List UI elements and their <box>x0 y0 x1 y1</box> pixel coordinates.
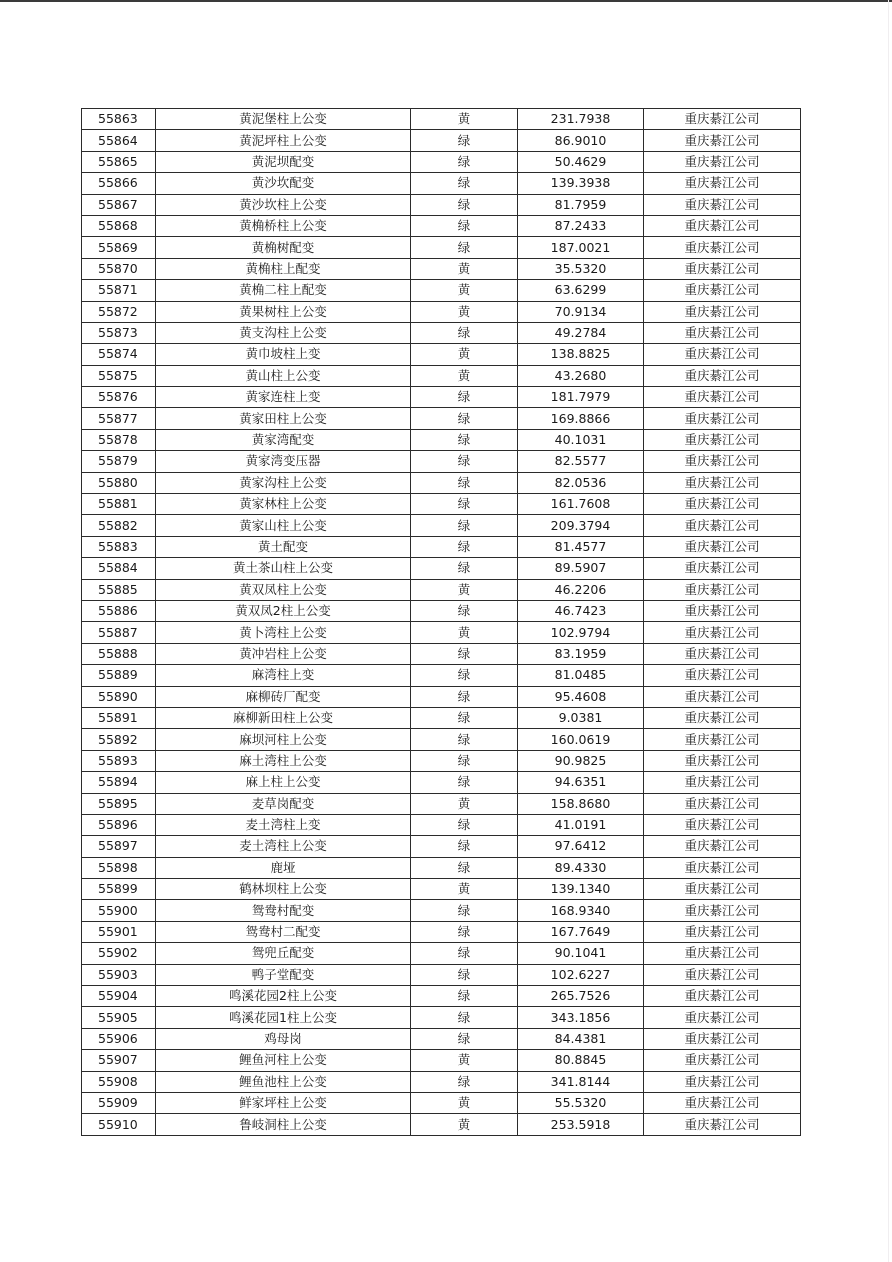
company-cell: 重庆綦江公司 <box>644 814 801 835</box>
transformer-name-cell: 黄山柱上公变 <box>156 365 411 386</box>
table-row <box>82 322 801 343</box>
status-color-cell: 绿 <box>411 515 518 536</box>
table-row <box>82 536 801 557</box>
status-color-cell: 黄 <box>411 879 518 900</box>
row-id-cell: 55910 <box>82 1114 156 1135</box>
status-color-cell: 黄 <box>411 109 518 130</box>
table-row <box>82 387 801 408</box>
status-color-cell: 绿 <box>411 215 518 236</box>
transformer-name-cell: 黄卜湾柱上公变 <box>156 622 411 643</box>
value-cell: 341.8144 <box>518 1071 644 1092</box>
transformer-name-cell: 黄双凤2柱上公变 <box>156 600 411 621</box>
transformer-name-cell: 黄支沟柱上公变 <box>156 322 411 343</box>
company-cell: 重庆綦江公司 <box>644 900 801 921</box>
value-cell: 187.0021 <box>518 237 644 258</box>
transformer-name-cell: 黄桷树配变 <box>156 237 411 258</box>
row-id-cell: 55872 <box>82 301 156 322</box>
table-row <box>82 622 801 643</box>
transformer-name-cell: 黄家山柱上公变 <box>156 515 411 536</box>
status-color-cell: 绿 <box>411 921 518 942</box>
value-cell: 139.3938 <box>518 173 644 194</box>
table-row <box>82 600 801 621</box>
value-cell: 87.2433 <box>518 215 644 236</box>
company-cell: 重庆綦江公司 <box>644 237 801 258</box>
value-cell: 97.6412 <box>518 836 644 857</box>
status-color-cell: 绿 <box>411 472 518 493</box>
table-row <box>82 130 801 151</box>
value-cell: 83.1959 <box>518 643 644 664</box>
transformer-name-cell: 黄土茶山柱上公变 <box>156 558 411 579</box>
row-id-cell: 55897 <box>82 836 156 857</box>
company-cell: 重庆綦江公司 <box>644 707 801 728</box>
company-cell: 重庆綦江公司 <box>644 408 801 429</box>
company-cell: 重庆綦江公司 <box>644 1092 801 1113</box>
transformer-name-cell: 鸣溪花园1柱上公变 <box>156 1007 411 1028</box>
table-row <box>82 215 801 236</box>
value-cell: 82.0536 <box>518 472 644 493</box>
table-row <box>82 258 801 279</box>
value-cell: 81.0485 <box>518 665 644 686</box>
transformer-name-cell: 黄家湾配变 <box>156 429 411 450</box>
value-cell: 82.5577 <box>518 451 644 472</box>
value-cell: 169.8866 <box>518 408 644 429</box>
value-cell: 70.9134 <box>518 301 644 322</box>
row-id-cell: 55903 <box>82 964 156 985</box>
row-id-cell: 55871 <box>82 280 156 301</box>
company-cell: 重庆綦江公司 <box>644 194 801 215</box>
status-color-cell: 黄 <box>411 1114 518 1135</box>
company-cell: 重庆綦江公司 <box>644 151 801 172</box>
table-row <box>82 494 801 515</box>
company-cell: 重庆綦江公司 <box>644 857 801 878</box>
transformer-name-cell: 鸳鸯村配变 <box>156 900 411 921</box>
row-id-cell: 55874 <box>82 344 156 365</box>
value-cell: 102.9794 <box>518 622 644 643</box>
row-id-cell: 55878 <box>82 429 156 450</box>
table-row <box>82 900 801 921</box>
company-cell: 重庆綦江公司 <box>644 943 801 964</box>
value-cell: 86.9010 <box>518 130 644 151</box>
transformer-name-cell: 黄桷桥柱上公变 <box>156 215 411 236</box>
company-cell: 重庆綦江公司 <box>644 1028 801 1049</box>
status-color-cell: 绿 <box>411 194 518 215</box>
status-color-cell: 绿 <box>411 387 518 408</box>
row-id-cell: 55875 <box>82 365 156 386</box>
status-color-cell: 绿 <box>411 665 518 686</box>
row-id-cell: 55894 <box>82 772 156 793</box>
row-id-cell: 55889 <box>82 665 156 686</box>
value-cell: 181.7979 <box>518 387 644 408</box>
value-cell: 138.8825 <box>518 344 644 365</box>
value-cell: 80.8845 <box>518 1050 644 1071</box>
company-cell: 重庆綦江公司 <box>644 986 801 1007</box>
table-row <box>82 301 801 322</box>
row-id-cell: 55890 <box>82 686 156 707</box>
table-row <box>82 1092 801 1113</box>
transformer-name-cell: 鸳鸯村二配变 <box>156 921 411 942</box>
table-row <box>82 344 801 365</box>
row-id-cell: 55876 <box>82 387 156 408</box>
status-color-cell: 绿 <box>411 322 518 343</box>
value-cell: 161.7608 <box>518 494 644 515</box>
row-id-cell: 55904 <box>82 986 156 1007</box>
table-row <box>82 194 801 215</box>
table-row <box>82 686 801 707</box>
value-cell: 343.1856 <box>518 1007 644 1028</box>
company-cell: 重庆綦江公司 <box>644 515 801 536</box>
transformer-name-cell: 鹤林坝柱上公变 <box>156 879 411 900</box>
row-id-cell: 55869 <box>82 237 156 258</box>
transformer-name-cell: 鸣溪花园2柱上公变 <box>156 986 411 1007</box>
status-color-cell: 黄 <box>411 1050 518 1071</box>
transformer-name-cell: 黄泥坝配变 <box>156 151 411 172</box>
status-color-cell: 黄 <box>411 579 518 600</box>
status-color-cell: 绿 <box>411 986 518 1007</box>
status-color-cell: 绿 <box>411 750 518 771</box>
value-cell: 209.3794 <box>518 515 644 536</box>
row-id-cell: 55905 <box>82 1007 156 1028</box>
company-cell: 重庆綦江公司 <box>644 173 801 194</box>
status-color-cell: 绿 <box>411 408 518 429</box>
value-cell: 94.6351 <box>518 772 644 793</box>
status-color-cell: 绿 <box>411 643 518 664</box>
company-cell: 重庆綦江公司 <box>644 322 801 343</box>
company-cell: 重庆綦江公司 <box>644 558 801 579</box>
transformer-name-cell: 黄家林柱上公变 <box>156 494 411 515</box>
company-cell: 重庆綦江公司 <box>644 215 801 236</box>
status-color-cell: 黄 <box>411 365 518 386</box>
table-row <box>82 429 801 450</box>
page-top-border <box>0 0 892 2</box>
table-row <box>82 237 801 258</box>
transformer-name-cell: 鸳兜丘配变 <box>156 943 411 964</box>
value-cell: 139.1340 <box>518 879 644 900</box>
value-cell: 55.5320 <box>518 1092 644 1113</box>
status-color-cell: 绿 <box>411 1007 518 1028</box>
table-row <box>82 793 801 814</box>
table-row <box>82 665 801 686</box>
transformer-name-cell: 黄家沟柱上公变 <box>156 472 411 493</box>
company-cell: 重庆綦江公司 <box>644 280 801 301</box>
status-color-cell: 黄 <box>411 344 518 365</box>
company-cell: 重庆綦江公司 <box>644 109 801 130</box>
status-color-cell: 绿 <box>411 600 518 621</box>
transformer-name-cell: 麻土湾柱上公变 <box>156 750 411 771</box>
value-cell: 95.4608 <box>518 686 644 707</box>
transformer-data-table <box>81 108 801 1136</box>
transformer-name-cell: 鲜家坪柱上公变 <box>156 1092 411 1113</box>
status-color-cell: 黄 <box>411 301 518 322</box>
company-cell: 重庆綦江公司 <box>644 451 801 472</box>
company-cell: 重庆綦江公司 <box>644 600 801 621</box>
transformer-name-cell: 黄泥堡柱上公变 <box>156 109 411 130</box>
transformer-name-cell: 麻坝河柱上公变 <box>156 729 411 750</box>
company-cell: 重庆綦江公司 <box>644 686 801 707</box>
table-row <box>82 109 801 130</box>
table-row <box>82 750 801 771</box>
value-cell: 253.5918 <box>518 1114 644 1135</box>
status-color-cell: 绿 <box>411 772 518 793</box>
table-row <box>82 472 801 493</box>
transformer-name-cell: 黄土配变 <box>156 536 411 557</box>
value-cell: 81.4577 <box>518 536 644 557</box>
transformer-name-cell: 鲁岐洞柱上公变 <box>156 1114 411 1135</box>
company-cell: 重庆綦江公司 <box>644 836 801 857</box>
table-row <box>82 558 801 579</box>
status-color-cell: 绿 <box>411 494 518 515</box>
status-color-cell: 绿 <box>411 1071 518 1092</box>
value-cell: 49.2784 <box>518 322 644 343</box>
row-id-cell: 55866 <box>82 173 156 194</box>
table-row <box>82 943 801 964</box>
transformer-name-cell: 麻柳新田柱上公变 <box>156 707 411 728</box>
company-cell: 重庆綦江公司 <box>644 130 801 151</box>
company-cell: 重庆綦江公司 <box>644 921 801 942</box>
transformer-name-cell: 鸡母岗 <box>156 1028 411 1049</box>
row-id-cell: 55896 <box>82 814 156 835</box>
transformer-name-cell: 鸭子堂配变 <box>156 964 411 985</box>
company-cell: 重庆綦江公司 <box>644 1114 801 1135</box>
row-id-cell: 55873 <box>82 322 156 343</box>
row-id-cell: 55864 <box>82 130 156 151</box>
row-id-cell: 55907 <box>82 1050 156 1071</box>
value-cell: 102.6227 <box>518 964 644 985</box>
row-id-cell: 55906 <box>82 1028 156 1049</box>
status-color-cell: 绿 <box>411 857 518 878</box>
row-id-cell: 55868 <box>82 215 156 236</box>
value-cell: 43.2680 <box>518 365 644 386</box>
value-cell: 265.7526 <box>518 986 644 1007</box>
value-cell: 35.5320 <box>518 258 644 279</box>
row-id-cell: 55901 <box>82 921 156 942</box>
transformer-name-cell: 麻湾柱上变 <box>156 665 411 686</box>
table-row <box>82 1071 801 1092</box>
row-id-cell: 55900 <box>82 900 156 921</box>
row-id-cell: 55870 <box>82 258 156 279</box>
page-right-border <box>888 0 889 1262</box>
status-color-cell: 绿 <box>411 707 518 728</box>
value-cell: 231.7938 <box>518 109 644 130</box>
status-color-cell: 绿 <box>411 1028 518 1049</box>
row-id-cell: 55881 <box>82 494 156 515</box>
transformer-name-cell: 鲤鱼池柱上公变 <box>156 1071 411 1092</box>
row-id-cell: 55865 <box>82 151 156 172</box>
company-cell: 重庆綦江公司 <box>644 793 801 814</box>
transformer-name-cell: 黄果树柱上公变 <box>156 301 411 322</box>
status-color-cell: 绿 <box>411 686 518 707</box>
transformer-name-cell: 黄双凤柱上公变 <box>156 579 411 600</box>
status-color-cell: 绿 <box>411 429 518 450</box>
status-color-cell: 绿 <box>411 237 518 258</box>
table-row <box>82 151 801 172</box>
value-cell: 46.2206 <box>518 579 644 600</box>
value-cell: 41.0191 <box>518 814 644 835</box>
value-cell: 160.0619 <box>518 729 644 750</box>
company-cell: 重庆綦江公司 <box>644 258 801 279</box>
status-color-cell: 黄 <box>411 258 518 279</box>
company-cell: 重庆綦江公司 <box>644 387 801 408</box>
row-id-cell: 55863 <box>82 109 156 130</box>
table-row <box>82 365 801 386</box>
status-color-cell: 绿 <box>411 558 518 579</box>
company-cell: 重庆綦江公司 <box>644 1050 801 1071</box>
company-cell: 重庆綦江公司 <box>644 301 801 322</box>
table-body <box>82 109 801 1136</box>
row-id-cell: 55902 <box>82 943 156 964</box>
status-color-cell: 绿 <box>411 964 518 985</box>
row-id-cell: 55880 <box>82 472 156 493</box>
value-cell: 46.7423 <box>518 600 644 621</box>
transformer-name-cell: 麻柳砖厂配变 <box>156 686 411 707</box>
table-row <box>82 280 801 301</box>
company-cell: 重庆綦江公司 <box>644 643 801 664</box>
transformer-name-cell: 麻上柱上公变 <box>156 772 411 793</box>
transformer-name-cell: 麦草岗配变 <box>156 793 411 814</box>
table-row <box>82 1007 801 1028</box>
table-row <box>82 772 801 793</box>
transformer-name-cell: 麦土湾柱上变 <box>156 814 411 835</box>
company-cell: 重庆綦江公司 <box>644 729 801 750</box>
value-cell: 89.5907 <box>518 558 644 579</box>
table-row <box>82 515 801 536</box>
status-color-cell: 绿 <box>411 900 518 921</box>
table-row <box>82 1114 801 1135</box>
company-cell: 重庆綦江公司 <box>644 622 801 643</box>
table-row <box>82 857 801 878</box>
status-color-cell: 绿 <box>411 836 518 857</box>
row-id-cell: 55908 <box>82 1071 156 1092</box>
value-cell: 84.4381 <box>518 1028 644 1049</box>
row-id-cell: 55883 <box>82 536 156 557</box>
table-row <box>82 451 801 472</box>
table-row <box>82 1028 801 1049</box>
company-cell: 重庆綦江公司 <box>644 579 801 600</box>
value-cell: 89.4330 <box>518 857 644 878</box>
company-cell: 重庆綦江公司 <box>644 344 801 365</box>
status-color-cell: 黄 <box>411 622 518 643</box>
company-cell: 重庆綦江公司 <box>644 472 801 493</box>
status-color-cell: 绿 <box>411 130 518 151</box>
status-color-cell: 黄 <box>411 793 518 814</box>
transformer-name-cell: 黄沙坎柱上公变 <box>156 194 411 215</box>
transformer-name-cell: 黄家湾变压器 <box>156 451 411 472</box>
row-id-cell: 55886 <box>82 600 156 621</box>
row-id-cell: 55909 <box>82 1092 156 1113</box>
table-row <box>82 1050 801 1071</box>
transformer-name-cell: 黄家连柱上变 <box>156 387 411 408</box>
transformer-name-cell: 黄冲岩柱上公变 <box>156 643 411 664</box>
row-id-cell: 55867 <box>82 194 156 215</box>
company-cell: 重庆綦江公司 <box>644 879 801 900</box>
company-cell: 重庆綦江公司 <box>644 1007 801 1028</box>
company-cell: 重庆綦江公司 <box>644 429 801 450</box>
company-cell: 重庆綦江公司 <box>644 494 801 515</box>
company-cell: 重庆綦江公司 <box>644 536 801 557</box>
table-row <box>82 814 801 835</box>
status-color-cell: 绿 <box>411 173 518 194</box>
transformer-name-cell: 黄巾坡柱上变 <box>156 344 411 365</box>
company-cell: 重庆綦江公司 <box>644 964 801 985</box>
status-color-cell: 黄 <box>411 1092 518 1113</box>
row-id-cell: 55877 <box>82 408 156 429</box>
company-cell: 重庆綦江公司 <box>644 1071 801 1092</box>
status-color-cell: 绿 <box>411 536 518 557</box>
value-cell: 9.0381 <box>518 707 644 728</box>
row-id-cell: 55884 <box>82 558 156 579</box>
table-row <box>82 986 801 1007</box>
table-row <box>82 579 801 600</box>
transformer-name-cell: 黄沙坎配变 <box>156 173 411 194</box>
table-row <box>82 643 801 664</box>
row-id-cell: 55895 <box>82 793 156 814</box>
row-id-cell: 55887 <box>82 622 156 643</box>
row-id-cell: 55892 <box>82 729 156 750</box>
table-row <box>82 173 801 194</box>
transformer-name-cell: 鹿垭 <box>156 857 411 878</box>
value-cell: 90.9825 <box>518 750 644 771</box>
status-color-cell: 绿 <box>411 814 518 835</box>
value-cell: 90.1041 <box>518 943 644 964</box>
company-cell: 重庆綦江公司 <box>644 665 801 686</box>
value-cell: 158.8680 <box>518 793 644 814</box>
row-id-cell: 55898 <box>82 857 156 878</box>
status-color-cell: 绿 <box>411 729 518 750</box>
value-cell: 81.7959 <box>518 194 644 215</box>
transformer-name-cell: 黄泥坪柱上公变 <box>156 130 411 151</box>
row-id-cell: 55882 <box>82 515 156 536</box>
transformer-name-cell: 麦土湾柱上公变 <box>156 836 411 857</box>
value-cell: 168.9340 <box>518 900 644 921</box>
company-cell: 重庆綦江公司 <box>644 772 801 793</box>
status-color-cell: 绿 <box>411 151 518 172</box>
value-cell: 63.6299 <box>518 280 644 301</box>
row-id-cell: 55899 <box>82 879 156 900</box>
transformer-name-cell: 黄家田柱上公变 <box>156 408 411 429</box>
value-cell: 40.1031 <box>518 429 644 450</box>
row-id-cell: 55888 <box>82 643 156 664</box>
table-row <box>82 836 801 857</box>
status-color-cell: 黄 <box>411 280 518 301</box>
table-row <box>82 729 801 750</box>
row-id-cell: 55879 <box>82 451 156 472</box>
transformer-name-cell: 黄桷柱上配变 <box>156 258 411 279</box>
table-row <box>82 408 801 429</box>
company-cell: 重庆綦江公司 <box>644 750 801 771</box>
row-id-cell: 55891 <box>82 707 156 728</box>
table-row <box>82 921 801 942</box>
company-cell: 重庆綦江公司 <box>644 365 801 386</box>
transformer-name-cell: 黄桷二柱上配变 <box>156 280 411 301</box>
table-row <box>82 707 801 728</box>
row-id-cell: 55885 <box>82 579 156 600</box>
table-row <box>82 879 801 900</box>
value-cell: 167.7649 <box>518 921 644 942</box>
transformer-name-cell: 鲤鱼河柱上公变 <box>156 1050 411 1071</box>
row-id-cell: 55893 <box>82 750 156 771</box>
value-cell: 50.4629 <box>518 151 644 172</box>
status-color-cell: 绿 <box>411 451 518 472</box>
table-row <box>82 964 801 985</box>
status-color-cell: 绿 <box>411 943 518 964</box>
